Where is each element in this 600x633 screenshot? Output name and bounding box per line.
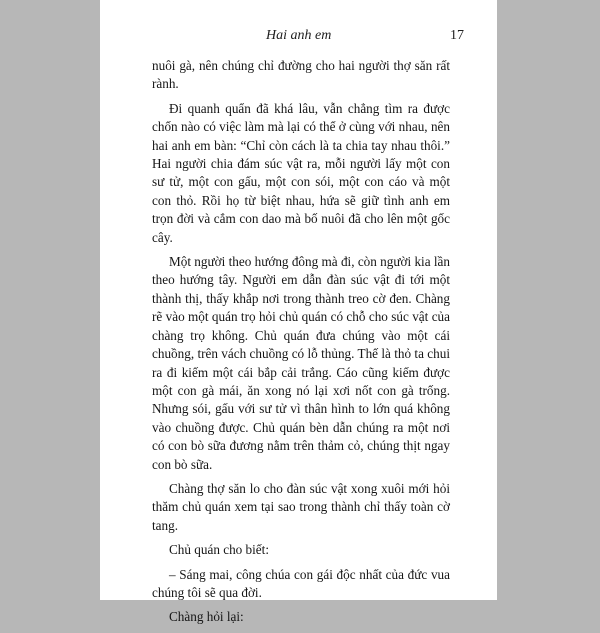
page-body	[152, 57, 450, 633]
paragraph-4: Chàng thợ săn lo cho đàn súc vật xong xuôi mới hỏi thăm chủ quán xem tại sao trong thành chỉ thấy toàn cờ tang.	[152, 480, 450, 533]
paragraph-2: Đi quanh quẩn đã khá lâu, vẫn chẳng tìm ra được chốn nào có việc làm mà lại có thể ở cùng với nhau, nên hai anh em bàn: “Chỉ còn cách là ta chia tay nhau thôi.” Hai người chia đám súc vật ra, mỗi người lấy một con sư tử, một con gấu, một con sói, một con cáo và một con thỏ. Rồi họ từ biệt nhau, hứa sẽ giữ tình anh em trọn đời và cắm con dao mà bố nuôi đã cho lên một gốc cây.	[152, 100, 450, 245]
paragraph-5: Chủ quán cho biết:	[169, 542, 269, 558]
paragraph-1: nuôi gà, nên chúng chỉ đường cho hai người thợ săn rất rành.	[152, 58, 450, 92]
paragraph-3: Một người theo hướng đông mà đi, còn người kia lần theo hướng tây. Người em dẫn đàn súc vật đi tới một thành thị, thấy khắp nơi trong thành treo cờ đen. Chàng rẽ vào một quán trọ hỏi chủ quán có chỗ cho súc vật của chàng trọ không. Chủ quán đưa chúng vào một cái chuồng, trên vách chuồng có lỗ thủng. Thế là thỏ ta chui ra đi kiếm một cái bắp cải trắng. Cáo cũng kiếm được một con gà mái, ăn xong nó lại xơi nốt con gà trống. Nhưng sói, gấu với sư tử vì thân hình to lớn quá không vào chuồng được. Chủ quán bèn dẫn chúng ra một nơi có con bò sữa đương nằm trên thảm cỏ, chúng thịt ngay con bò sữa.	[152, 254, 450, 472]
book-page	[100, 0, 497, 625]
paragraph-6: – Sáng mai, công chúa con gái độc nhất của đức vua chúng tôi sẽ qua đời.	[152, 566, 450, 600]
running-title: Hai anh em	[266, 28, 332, 43]
page-header	[100, 28, 497, 48]
page-number: 17	[450, 28, 464, 43]
paragraph-7: Chàng hỏi lại:	[169, 609, 244, 625]
